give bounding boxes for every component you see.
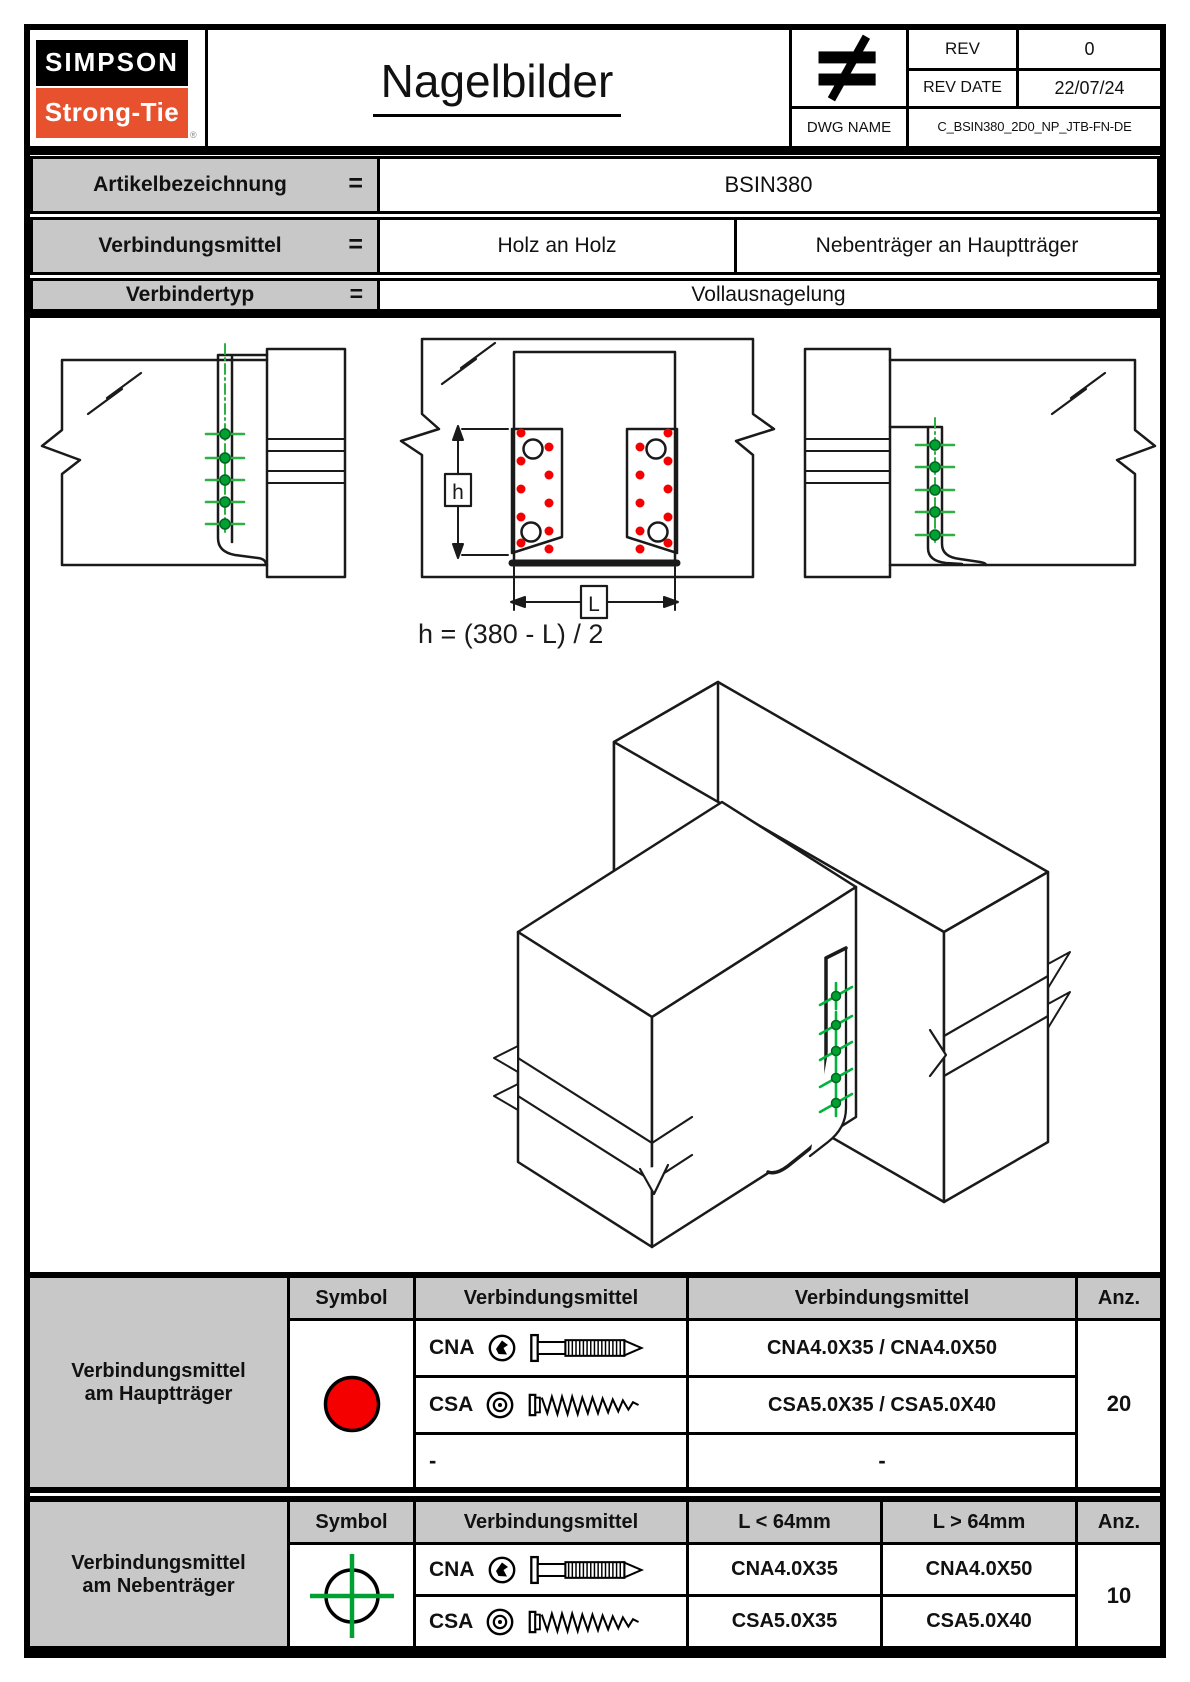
fastener-name-cna: CNA4.0X35 / CNA4.0X50 [766, 1336, 998, 1359]
fastener-name-csa: CSA5.0X35 / CSA5.0X40 [768, 1393, 996, 1416]
nail-pattern-drawing [30, 318, 1160, 1272]
cna-nail-icon [529, 1554, 647, 1586]
col-header-symbol: Symbol [315, 1286, 388, 1309]
csa-short-name: CSA5.0X35 [731, 1610, 838, 1632]
info-label-verbindungsmittel: Verbindungsmittel = [30, 217, 380, 275]
col-header-qty: Anz. [1097, 1286, 1141, 1309]
info-label-verbindertyp: Verbindertyp = [30, 278, 380, 312]
break-symbol-icon [442, 343, 495, 384]
csa-screw-head-icon [485, 1607, 515, 1637]
csa-screw-head-icon [485, 1390, 515, 1420]
dwg-name-label: DWG NAME [806, 118, 892, 136]
equals-sign: = [348, 230, 363, 259]
table-border [30, 1487, 1160, 1493]
col-header-fastener2: Verbindungsmittel [794, 1286, 970, 1309]
cna-short-name: CNA4.0X35 [731, 1558, 838, 1580]
fastener-name-empty: - [878, 1448, 886, 1474]
col-header-qty: Anz. [1097, 1510, 1141, 1533]
col-header-l-short: L < 64mm [738, 1510, 831, 1533]
green-crosshair-symbol-icon [290, 1545, 413, 1646]
break-symbol-icon [1052, 373, 1105, 414]
registered-mark: ® [190, 130, 197, 140]
fastener-type-csa: CSA [416, 1378, 686, 1432]
formula-text: h = (380 - L) / 2 [418, 619, 604, 649]
fastener-type-csa: CSA [416, 1597, 686, 1646]
svg-text:h: h [452, 481, 464, 504]
qty-nebentraeger: 10 [1106, 1582, 1132, 1608]
rev-value: 0 [1084, 38, 1095, 59]
rev-date-label: REV DATE [923, 79, 1002, 97]
cna-long-name: CNA4.0X50 [925, 1558, 1033, 1580]
red-circle-symbol-icon [290, 1321, 413, 1487]
side-view-left [42, 344, 345, 577]
break-symbol-icon [88, 373, 141, 414]
equals-sign: = [349, 280, 363, 307]
col-header-fastener: Verbindungsmittel [463, 1286, 639, 1309]
csa-long-name: CSA5.0X40 [926, 1610, 1032, 1632]
col-header-symbol: Symbol [315, 1510, 388, 1533]
cna-nail-head-icon [487, 1555, 517, 1585]
fastener-type-empty: - [429, 1448, 437, 1473]
info-value-vollausnagelung: Vollausnagelung [377, 278, 1160, 312]
dimension-h [445, 426, 508, 558]
isometric-view [494, 682, 1070, 1247]
side-view-right [805, 349, 1155, 577]
row-label-nebentraeger: Verbindungsmittel am Nebenträger [71, 1552, 246, 1597]
row-label-haupttraeger: Verbindungsmittel am Hauptträger [71, 1359, 246, 1405]
logo-simpson: SIMPSON [36, 40, 188, 86]
logo-strongtie: Strong-Tie [36, 88, 188, 138]
info-value-artikelbezeichnung: BSIN380 [377, 156, 1160, 214]
cna-nail-icon [529, 1332, 647, 1364]
svg-text:L: L [588, 593, 600, 616]
csa-screw-icon [527, 1606, 645, 1638]
header-separator [30, 146, 1160, 155]
info-label-artikelbezeichnung: Artikelbezeichnung = [30, 156, 380, 214]
rev-date-value: 22/07/24 [1054, 78, 1125, 99]
equals-sign: = [348, 169, 363, 198]
csa-screw-icon [527, 1389, 645, 1421]
cna-nail-head-icon [487, 1333, 517, 1363]
nail-marks-green [206, 344, 244, 532]
qty-haupttraeger: 20 [1106, 1391, 1132, 1417]
front-view-center [401, 339, 774, 649]
info-value-holz-an-holz: Holz an Holz [377, 217, 737, 275]
not-equal-icon [792, 30, 904, 106]
rev-label: REV [945, 39, 980, 59]
dwg-name-value: C_BSIN380_2D0_NP_JTB-FN-DE [937, 119, 1132, 135]
col-header-fastener: Verbindungsmittel [463, 1510, 639, 1533]
dimension-l [511, 567, 678, 618]
col-header-l-long: L > 64mm [932, 1510, 1026, 1533]
nail-marks-green [916, 418, 954, 542]
page-title: Nagelbilder [208, 30, 786, 142]
fastener-type-cna: CNA [416, 1321, 686, 1375]
fastener-type-cna: CNA [416, 1545, 686, 1594]
info-value-nebentraeger-an-haupttraeger: Nebenträger an Hauptträger [734, 217, 1160, 275]
